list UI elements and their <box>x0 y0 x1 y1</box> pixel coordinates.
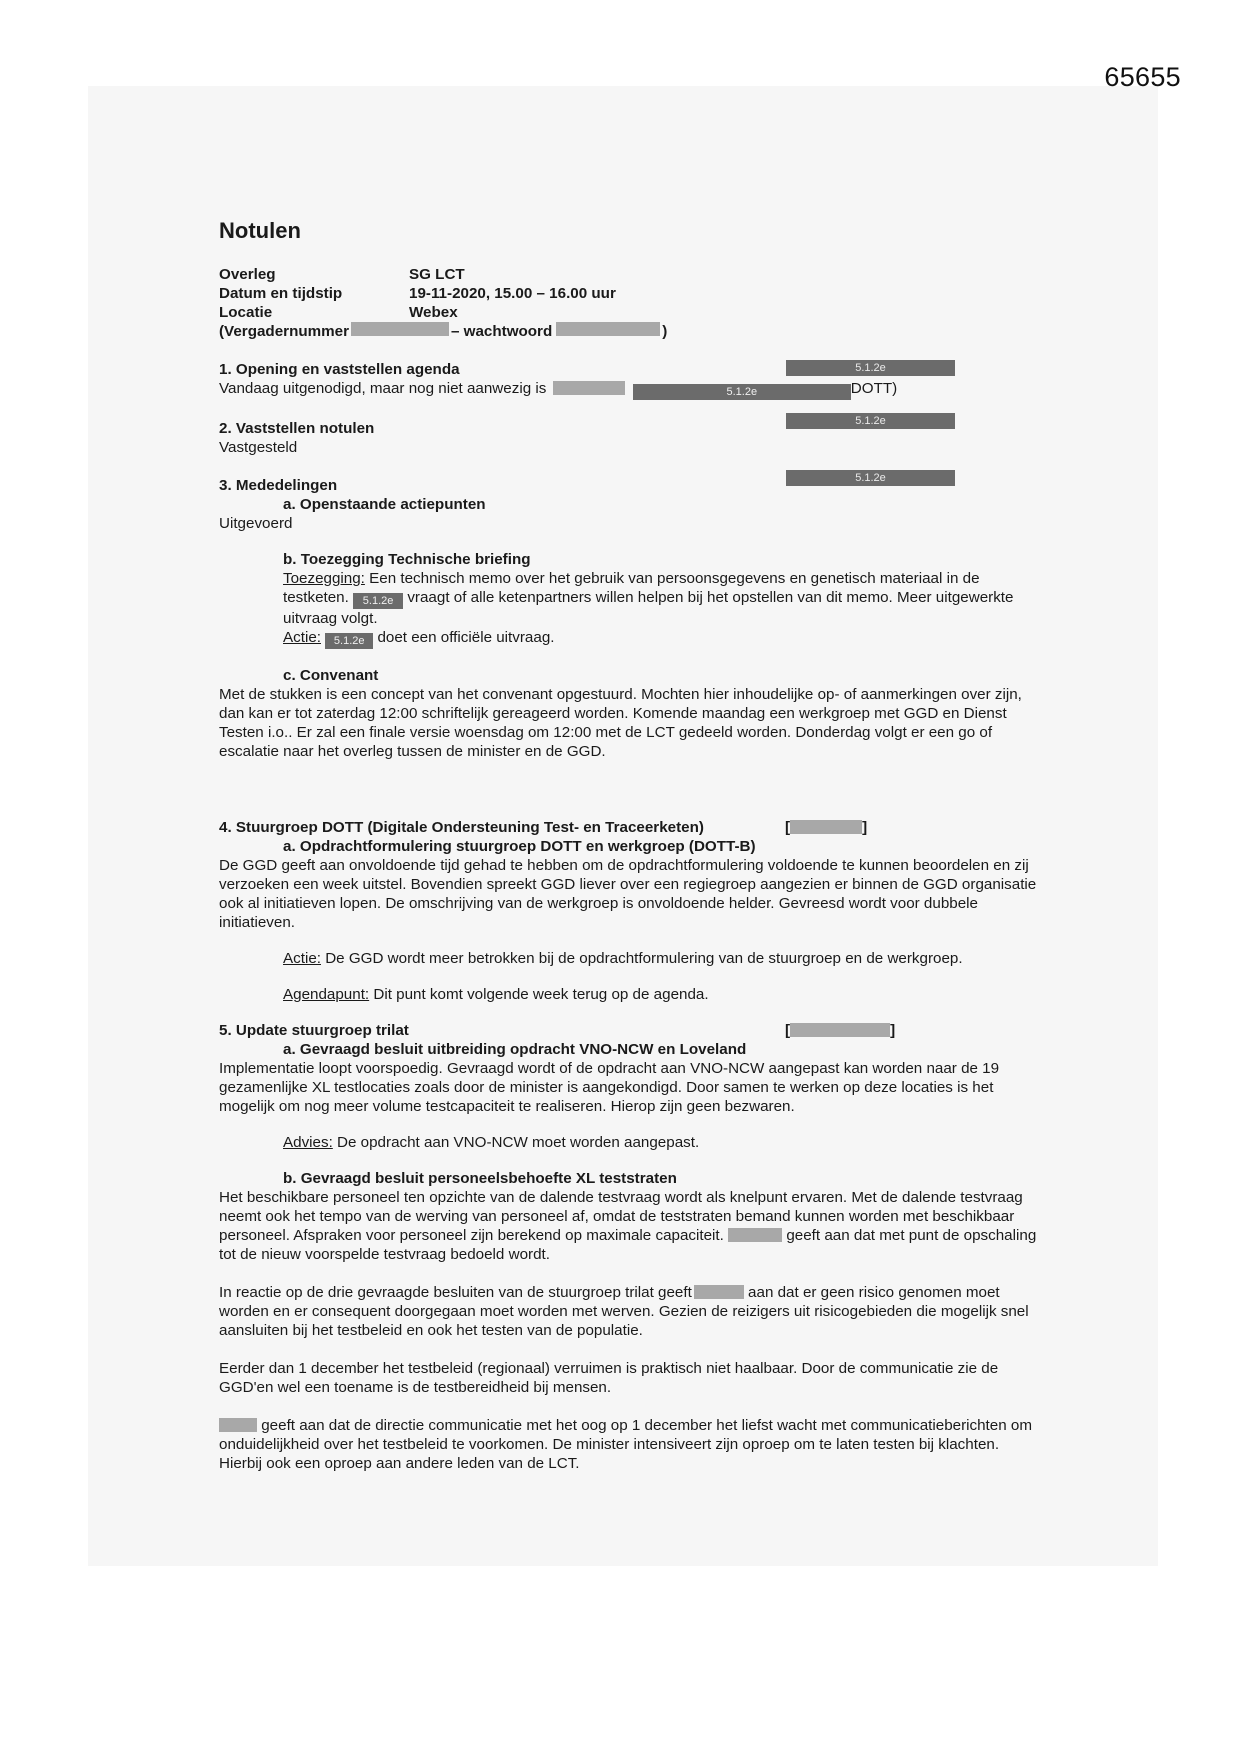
meeting-prefix: (Vergadernummer <box>219 323 349 340</box>
section-4-agendapunt <box>219 985 1039 1004</box>
meta-label: Datum en tijdstip <box>219 285 343 302</box>
redaction-block <box>553 381 625 395</box>
section-4a-title: a. Opdrachtformulering stuurgroep DOTT en werkgroep (DOTT-B) <box>283 838 756 855</box>
section-5-header <box>219 1021 1039 1040</box>
advies-text: De opdracht aan VNO-NCW moet worden aangepast. <box>332 1134 700 1151</box>
toezegging-label: Toezegging: <box>283 570 365 587</box>
page-number: 65655 <box>1104 62 1181 92</box>
section-5b-text <box>219 1188 1039 1264</box>
meeting-line <box>219 322 1039 341</box>
section-2-text: Vastgesteld <box>219 439 298 456</box>
actie-text: doet een officiële uitvraag. <box>377 629 555 646</box>
redaction-block <box>790 820 862 834</box>
section-3-title: 3. Mededelingen <box>219 477 338 494</box>
meta-value: Webex <box>409 304 458 321</box>
bracketed-redaction <box>785 1021 895 1040</box>
document-body <box>219 218 1039 1473</box>
section-5a-text: Implementatie loopt voorspoedig. Gevraagd wordt of de opdracht aan VNO-NCW aangepast kan worden naar de 19 gezamenlijke XL testlocaties zoals door de minister is aangekondigd. Door samen te werken op deze locaties is het mogelijk om nog meer volume testcapaciteit te realiseren. Hierop zijn geen bezwaren. <box>219 1060 1000 1115</box>
meeting-middle: – wachtwoord <box>450 323 553 340</box>
meeting-suffix: ) <box>662 323 668 340</box>
section-5a-advies <box>219 1133 1039 1152</box>
bracketed-redaction <box>785 818 867 837</box>
section-5b-title: b. Gevraagd besluit personeelsbehoefte XL teststraten <box>283 1170 677 1187</box>
redaction-code-box: 5.1.2e <box>786 470 955 486</box>
meta-row <box>219 284 1039 303</box>
redaction-block <box>694 1285 744 1299</box>
meta-label: Overleg <box>219 266 276 283</box>
section-3b-action <box>219 628 1039 649</box>
section-5a-title: a. Gevraagd besluit uitbreiding opdracht VNO-NCW en Loveland <box>283 1041 747 1058</box>
agendapunt-label: Agendapunt: <box>283 986 370 1003</box>
paragraph-text: aan dat er geen risico genomen moet worden en er consequent doorgegaan moet worden met werven. Gezien de reizigers uit risicogebieden die mogelijk snel aansluiten bij het testbeleid en ook het testen van de populatie. <box>219 1284 1029 1339</box>
bracket-open: [ <box>785 819 791 836</box>
meta-row <box>219 265 1039 284</box>
meta-value: SG LCT <box>409 266 465 283</box>
redaction-code-box: 5.1.2e <box>786 360 955 376</box>
toezegging-text-2: vraagt of alle ketenpartners willen helpen bij het opstellen van dit memo. Meer uitgewerkte uitvraag volgt. <box>283 589 1014 627</box>
section-4-action <box>219 949 1039 968</box>
section-4-title: 4. Stuurgroep DOTT (Digitale Ondersteuning Test- en Traceerketen) <box>219 819 704 836</box>
redaction-block <box>219 1418 257 1432</box>
redaction-code-inline: 5.1.2e <box>633 384 851 400</box>
section-4-header <box>219 818 1039 837</box>
section-3b-title: b. Toezegging Technische briefing <box>283 551 531 568</box>
advies-label: Advies: <box>283 1134 333 1151</box>
section-1-text <box>219 379 1039 400</box>
document-title: Notulen <box>219 218 301 243</box>
redaction-code-inline: 5.1.2e <box>325 633 373 649</box>
paragraph-text: In reactie op de drie gevraagde besluiten van de stuurgroep trilat geeft <box>219 1284 692 1301</box>
section-2-title: 2. Vaststellen notulen <box>219 420 375 437</box>
section-3a-title: a. Openstaande actiepunten <box>283 496 486 513</box>
redaction-code-inline: 5.1.2e <box>353 593 403 609</box>
agendapunt-text: Dit punt komt volgende week terug op de agenda. <box>369 986 709 1003</box>
toezegging-text: Een technisch memo over het gebruik van persoonsgegevens en genetisch materiaal in de testketen. <box>283 570 980 606</box>
redaction-block <box>351 322 449 336</box>
section-1-text-a: Vandaag uitgenodigd, maar nog niet aanwezig is <box>219 380 547 397</box>
section-4a-text: De GGD geeft aan onvoldoende tijd gehad te hebben om de opdrachtformulering voldoende te kunnen beoordelen en zij verzoeken een week uitstel. Bovendien spreekt GGD liever over een regiegroep aangezien er binnen de GGD organisatie ook al initiatieven lopen. De omschrijving van de werkgroep is onvoldoende helder. Gevreesd wordt voor dubbele initiatieven. <box>219 857 1037 931</box>
section-3c-text: Met de stukken is een concept van het convenant opgestuurd. Mochten hier inhoudelijke op- of aanmerkingen over zijn, dan kan er tot zaterdag 12:00 schriftelijk gereageerd worden. Komende maandag een werkgroep met GGD en Dienst Testen i.o.. Er zal een finale versie woensdag om 12:00 met de LCT gedeeld worden. Donderdag volgt er een go of escalatie naar het overleg tussen de minister en de GGD. <box>219 686 1022 760</box>
paragraph-communicatie <box>219 1416 1039 1473</box>
bracket-close: ] <box>862 819 868 836</box>
section-3b-text <box>219 569 1039 628</box>
section-1-title: 1. Opening en vaststellen agenda <box>219 361 460 378</box>
paragraph-testbeleid: Eerder dan 1 december het testbeleid (regionaal) verruimen is praktisch niet haalbaar. Door de communicatie zie de GGD'en wel een toename is de testbereidheid bij mensen. <box>219 1360 999 1396</box>
redaction-block <box>556 322 660 336</box>
section-3c-title: c. Convenant <box>283 667 379 684</box>
bracket-open: [ <box>785 1022 791 1039</box>
section-3a-text: Uitgevoerd <box>219 515 293 532</box>
redaction-block <box>790 1023 890 1037</box>
redaction-block <box>728 1228 782 1242</box>
paragraph-text: geeft aan dat de directie communicatie met het oog op 1 december het liefst wacht met communicatieberichten om onduidelijkheid over het testbeleid te voorkomen. De minister intensiveert zijn oproep om te laten testen bij klachten. Hierbij ook een oproep aan andere leden van de LCT. <box>219 1417 1032 1472</box>
redaction-code-box: 5.1.2e <box>786 413 955 429</box>
section-5b-text-1: Het beschikbare personeel ten opzichte van de dalende testvraag wordt als knelpunt ervaren. Met de dalende testvraag neemt ook het tempo van de werving van personeel af, omdat de teststraten bemand kunnen worden met beschikbaar personeel. Afspraken voor personeel zijn berekend op maximale capaciteit. <box>219 1189 1023 1244</box>
meta-value: 19-11-2020, 15.00 – 16.00 uur <box>409 285 616 302</box>
meta-label: Locatie <box>219 304 273 321</box>
section-5b-text-2: geeft aan dat met punt de opschaling tot de nieuw voorspelde testvraag bedoeld wordt. <box>219 1227 1037 1263</box>
section-1-text-b: DOTT) <box>850 380 898 397</box>
paragraph-trilat-reaction <box>219 1283 1039 1340</box>
actie-text: De GGD wordt meer betrokken bij de opdrachtformulering van de stuurgroep en de werkgroep. <box>320 950 963 967</box>
meta-row <box>219 303 1039 322</box>
bracket-close: ] <box>890 1022 896 1039</box>
actie-label: Actie: <box>283 629 321 646</box>
section-5-title: 5. Update stuurgroep trilat <box>219 1022 409 1039</box>
actie-label: Actie: <box>283 950 321 967</box>
